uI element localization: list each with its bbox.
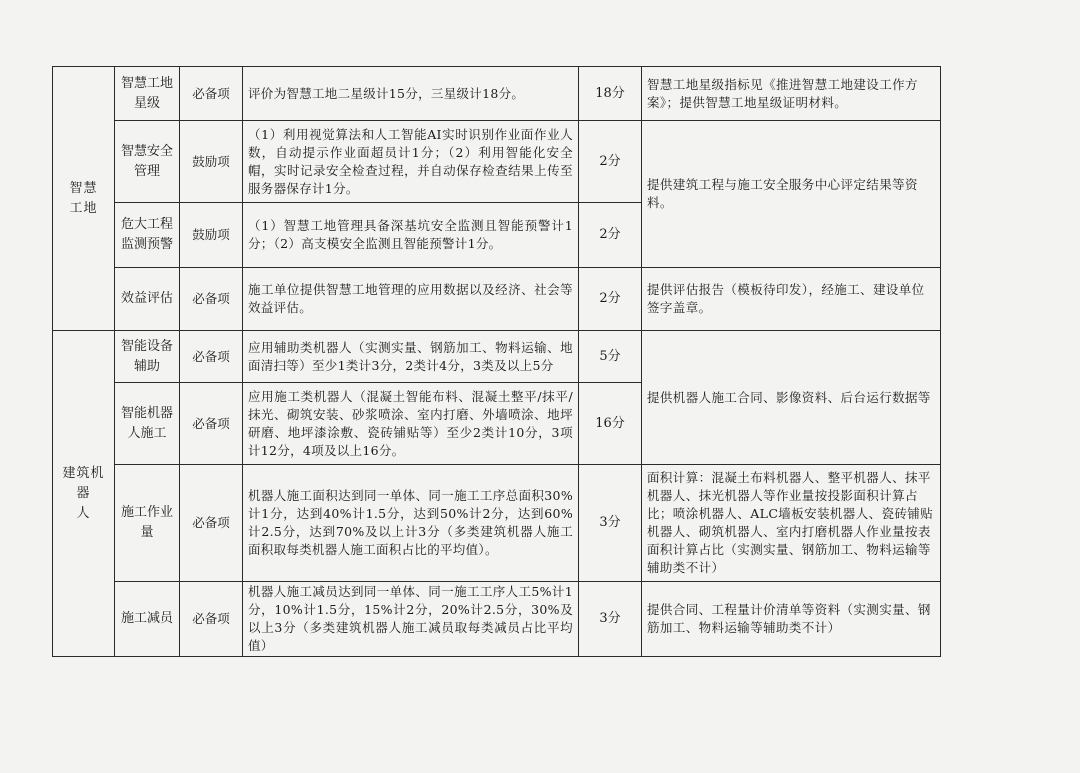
category-smart-site: 智慧 工地 xyxy=(53,67,115,331)
requirement-type: 必备项 xyxy=(180,331,243,383)
score-value: 18分 xyxy=(579,67,642,121)
supporting-material: 提供建筑工程与施工安全服务中心评定结果等资料。 xyxy=(642,121,941,268)
table-row xyxy=(53,465,941,582)
item-description: 应用施工类机器人（混凝土智能布料、混凝土整平/抹平/抹光、砌筑安装、砂浆喷涂、室内打磨、外墙喷涂、地坪研磨、地坪漆涂敷、瓷砖铺贴等）至少2类计10分，3项计12分，4项及以上16分。 xyxy=(243,383,579,465)
table-row xyxy=(53,331,941,383)
score-value: 2分 xyxy=(579,268,642,331)
requirement-type: 必备项 xyxy=(180,268,243,331)
item-name: 智能机器 人施工 xyxy=(115,383,180,465)
supporting-material: 提供评估报告（模板待印发），经施工、建设单位签字盖章。 xyxy=(642,268,941,331)
score-value: 5分 xyxy=(579,331,642,383)
item-description: 应用辅助类机器人（实测实量、钢筋加工、物料运输、地面清扫等）至少1类计3分，2类计4分，3类及以上5分 xyxy=(243,331,579,383)
supporting-material: 智慧工地星级指标见《推进智慧工地建设工作方案》；提供智慧工地星级证明材料。 xyxy=(642,67,941,121)
table-row xyxy=(53,121,941,203)
table-row xyxy=(53,582,941,657)
supporting-material: 面积计算：混凝土布料机器人、整平机器人、抹平机器人、抹光机器人等作业量按投影面积计算占比；喷涂机器人、ALC墙板安装机器人、瓷砖铺贴机器人、砌筑机器人、室内打磨机器人作业量按表面积计算占比（实测实量、钢筋加工、物料运输等辅助类不计） xyxy=(642,465,941,582)
item-name: 施工减员 xyxy=(115,582,180,657)
item-name: 智慧安全 管理 xyxy=(115,121,180,203)
table-row xyxy=(53,268,941,331)
score-value: 3分 xyxy=(579,465,642,582)
item-description: 机器人施工面积达到同一单体、同一施工工序总面积30%计1分，达到40%计1.5分，达到50%计2分，达到60%计2.5分，达到70%及以上计3分（多类建筑机器人施工面积取每类机器人施工面积占比的平均值）。 xyxy=(243,465,579,582)
item-description: （1）智慧工地管理具备深基坑安全监测且智能预警计1分；（2）高支模安全监测且智能预警计1分。 xyxy=(243,203,579,268)
item-description: 施工单位提供智慧工地管理的应用数据以及经济、社会等效益评估。 xyxy=(243,268,579,331)
requirement-type: 必备项 xyxy=(180,67,243,121)
requirement-type: 必备项 xyxy=(180,582,243,657)
item-name: 效益评估 xyxy=(115,268,180,331)
category-robot: 建筑机器 人 xyxy=(53,331,115,657)
item-name: 危大工程 监测预警 xyxy=(115,203,180,268)
score-value: 3分 xyxy=(579,582,642,657)
score-value: 2分 xyxy=(579,203,642,268)
item-name: 智能设备 辅助 xyxy=(115,331,180,383)
evaluation-table xyxy=(52,66,941,657)
item-description: （1）利用视觉算法和人工智能AI实时识别作业面作业人数，自动提示作业面超员计1分；（2）利用智能化安全帽，实时记录安全检查过程，并自动保存检查结果上传至服务器保存计1分。 xyxy=(243,121,579,203)
table-row xyxy=(53,67,941,121)
supporting-material: 提供机器人施工合同、影像资料、后台运行数据等 xyxy=(642,331,941,465)
supporting-material: 提供合同、工程量计价清单等资料（实测实量、钢筋加工、物料运输等辅助类不计） xyxy=(642,582,941,657)
item-name: 智慧工地 星级 xyxy=(115,67,180,121)
item-description: 机器人施工减员达到同一单体、同一施工工序人工5%计1分，10%计1.5分，15%计2分，20%计2.5分，30%及以上3分（多类建筑机器人施工减员取每类减员占比平均值） xyxy=(243,582,579,657)
requirement-type: 必备项 xyxy=(180,383,243,465)
requirement-type: 鼓励项 xyxy=(180,121,243,203)
requirement-type: 鼓励项 xyxy=(180,203,243,268)
item-name: 施工作业 量 xyxy=(115,465,180,582)
score-value: 16分 xyxy=(579,383,642,465)
score-value: 2分 xyxy=(579,121,642,203)
requirement-type: 必备项 xyxy=(180,465,243,582)
item-description: 评价为智慧工地二星级计15分，三星级计18分。 xyxy=(243,67,579,121)
